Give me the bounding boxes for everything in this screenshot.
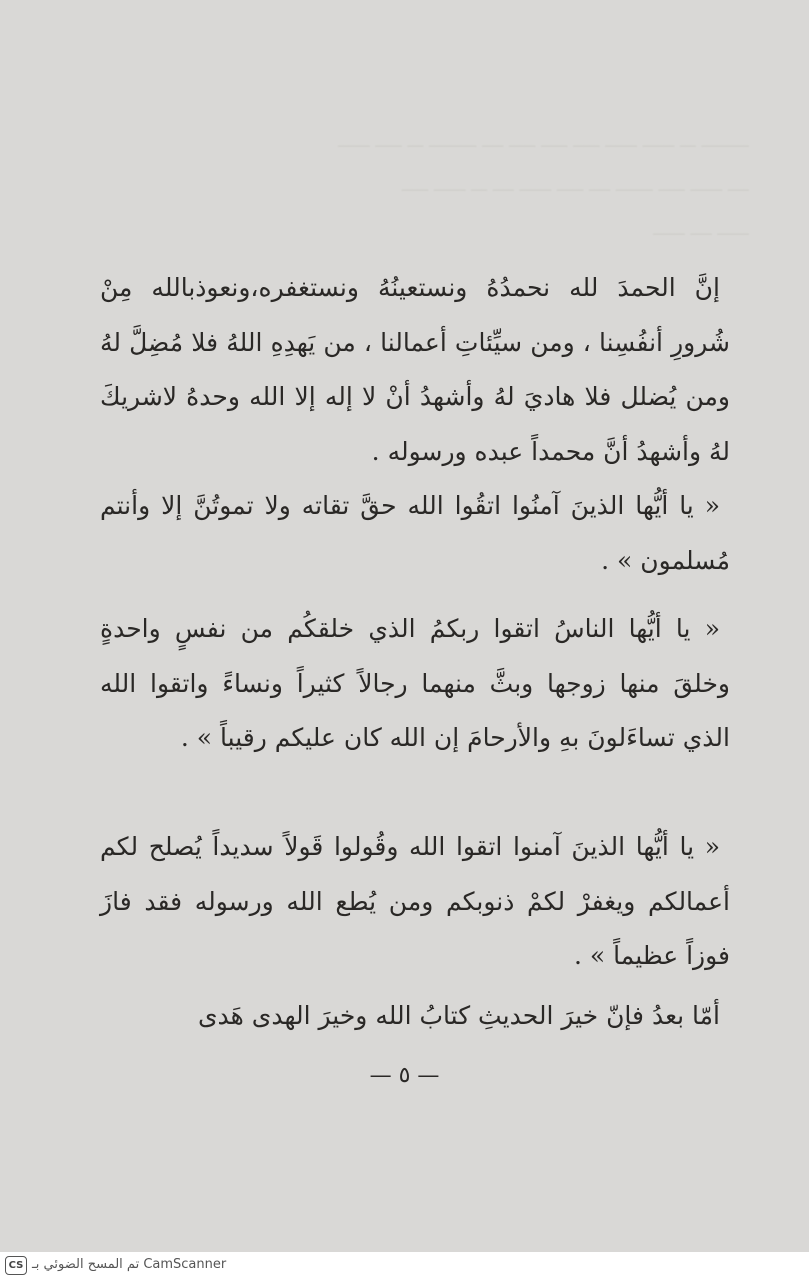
paragraph-amma-bad: [100, 989, 730, 1044]
paragraph-text: « يا أيُّها الناسُ اتقوا ربكمُ الذي خلقكُم من نفسٍ واحدةٍ وخلقَ منها زوجها وبثَّ منهما رجالاً كثيراً ونساءً واتقوا الله الذي تساءَلونَ بهِ والأرحامَ إن الله كان عليكم رقيباً » .: [100, 614, 730, 752]
paragraph-text: « يا أيُّها الذينَ آمنُوا اتقُوا الله حقَّ تقاته ولا تموتُنَّ إلا وأنتم مُسلمون » .: [100, 491, 730, 575]
camscanner-logo-icon: CS: [5, 1256, 27, 1275]
show-through-text: ـــــــــ ـــ ــــــ ــــــ ـــــ ـــــ ـــــ ــــ ـــــــــ ـــ ـــــ ــــــ ــــ ــــــ ـــــ ـــــــ ــــ ـــــ ــــــ ــــ ـــ ــــــ ـــــ ــــــ ــــ ــــــ: [338, 131, 749, 240]
paragraph-quote-2: [100, 602, 730, 766]
paragraph-quote-1: [100, 479, 730, 588]
paragraph-text: إنَّ الحمدَ لله نحمدُهُ ونستعينُهُ ونستغفره،ونعوذبالله مِنْ شُرورِ أنفُسِنا ، ومن سيِّئاتِ أعمالنا ، من يَهدِهِ اللهُ فلا مُضِلَّ لهُ ومن يُضلل فلا هاديَ لهُ وأشهدُ أنْ لا إله إلا الله وحدهُ لاشريكَ لهُ وأشهدُ أنَّ محمداً عبده ورسوله .: [100, 273, 730, 466]
page-number: — ٥ —: [369, 1063, 440, 1088]
paragraph-text: أمّا بعدُ فإنّ خيرَ الحديثِ كتابُ الله وخيرَ الهدى هَدى: [197, 1001, 720, 1030]
scanner-footer: [0, 1252, 809, 1280]
paragraph-praise: [100, 261, 730, 479]
paragraph-text: « يا أيُّها الذينَ آمنوا اتقوا الله وقُولوا قَولاً سديداً يُصلح لكم أعمالكم ويغفرْ لكمْ ذنوبكم ومن يُطع الله ورسوله فقد فازَ فوزاً عظيماً » .: [100, 832, 730, 970]
paragraph-quote-3: [100, 820, 730, 984]
scanner-watermark-text: تم المسح الضوئي بـ CamScanner: [32, 1257, 227, 1272]
